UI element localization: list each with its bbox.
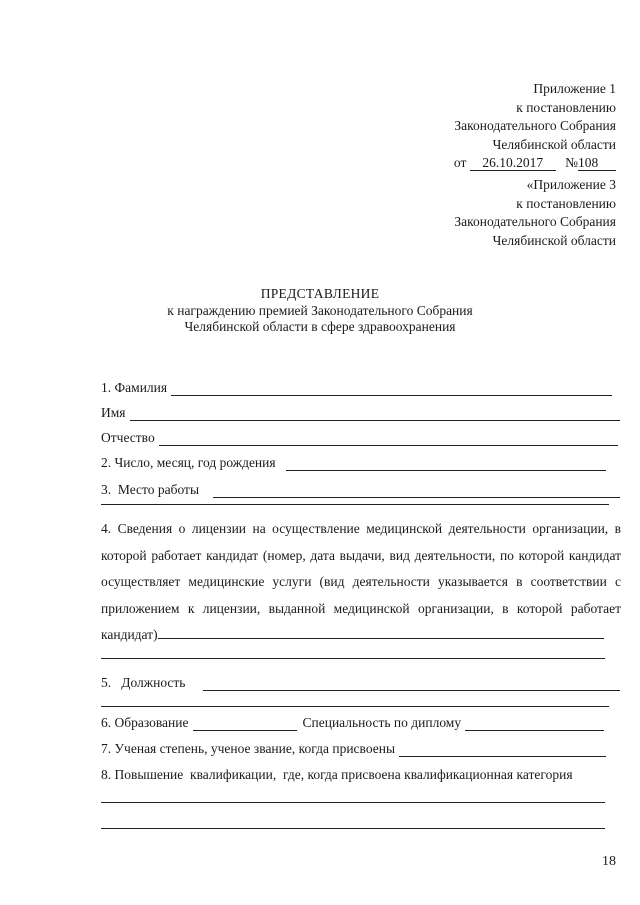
position-label: 5. Должность bbox=[101, 675, 186, 690]
document-subtitle-line2: Челябинской области в сфере здравоохранения bbox=[184, 319, 456, 334]
number-prefix: № bbox=[565, 155, 578, 170]
specialty-field[interactable] bbox=[465, 716, 604, 731]
qualification-line-2[interactable] bbox=[101, 827, 605, 829]
degree-label: 7. Ученая степень, ученое звание, когда присвоены bbox=[101, 741, 396, 756]
qualification-label: 8. Повышение квалификации, где, когда присвоена квалификационная категория bbox=[101, 767, 573, 782]
resolution-number: 108 bbox=[578, 156, 616, 171]
degree-row bbox=[101, 739, 606, 757]
position-row bbox=[101, 673, 620, 691]
patronymic-label: Отчество bbox=[101, 430, 155, 445]
workplace-label: 3. Место работы bbox=[101, 482, 200, 497]
appendix-1-line4: Челябинской области bbox=[492, 136, 616, 152]
appendix-3-line2: к постановлению bbox=[516, 195, 616, 211]
qualification-row bbox=[101, 765, 620, 783]
qualification-line-1[interactable] bbox=[101, 801, 605, 803]
license-info-label: 4. Сведения о лицензии на осуществление медицинской деятельности организации, в которой работает кандидат (номер, дата выдачи, вид деятельности, по которой кандидат осуществляет медицинские услуги (вид деятельности указывается в соответствии с приложением к лицензии, выданной медицинской организации, в которой работает кандидат) bbox=[101, 521, 621, 642]
appendix-1-title: Приложение 1 bbox=[533, 81, 616, 96]
appendix-1-line2: к постановлению bbox=[516, 99, 616, 115]
education-label: 6. Образование bbox=[101, 715, 189, 730]
position-field[interactable] bbox=[203, 676, 620, 691]
appendix-3-line4: Челябинской области bbox=[492, 232, 616, 248]
document-title: ПРЕДСТАВЛЕНИЕ bbox=[260, 286, 380, 301]
degree-field[interactable] bbox=[399, 742, 606, 757]
birthdate-label: 2. Число, месяц, год рождения bbox=[101, 455, 276, 470]
surname-label: 1. Фамилия bbox=[101, 380, 168, 395]
document-subtitle-line1: к награждению премией Законодательного Собрания bbox=[167, 302, 473, 318]
position-continuation-line[interactable] bbox=[101, 705, 609, 707]
appendix-3-title: «Приложение 3 bbox=[526, 177, 616, 192]
resolution-date: 26.10.2017 bbox=[470, 156, 556, 171]
nomination-form-continued bbox=[101, 0, 620, 905]
education-field[interactable] bbox=[193, 716, 297, 731]
education-row bbox=[101, 713, 604, 731]
date-prefix: от bbox=[453, 155, 467, 170]
page-number: 18 bbox=[602, 854, 616, 869]
name-label: Имя bbox=[101, 405, 126, 420]
specialty-label: Специальность по диплому bbox=[302, 715, 462, 730]
appendix-1-line3: Законодательного Собрания bbox=[454, 118, 616, 133]
appendix-3-line3: Законодательного Собрания bbox=[454, 214, 616, 229]
